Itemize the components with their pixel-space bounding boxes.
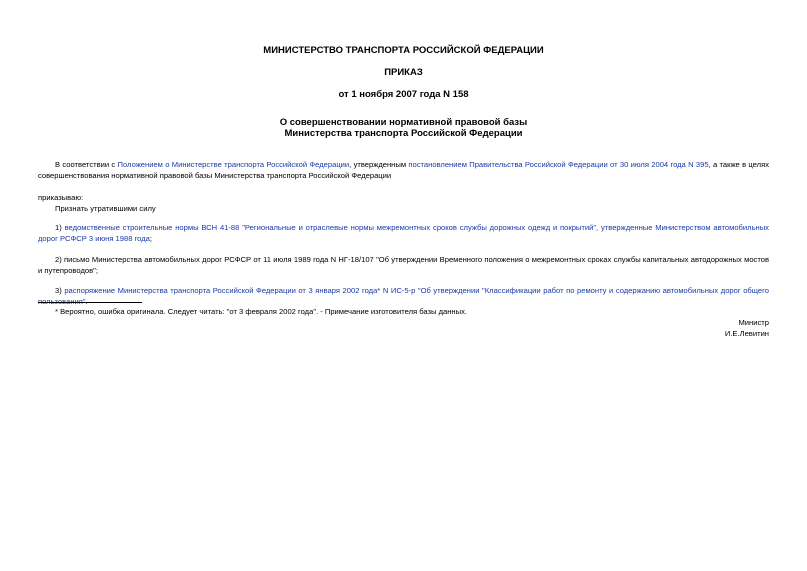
order-word: приказываю: <box>38 193 84 202</box>
government-decree-link[interactable]: постановлением Правительства Российской Федерации от 30 июля 2004 года N 395 <box>408 160 709 169</box>
item-1 <box>38 222 769 244</box>
item-1-number: 1) <box>55 223 65 232</box>
document-title-line1: О совершенствовании нормативной правовой базы <box>279 117 528 128</box>
regulation-link[interactable]: Положением о Министерстве транспорта Российской Федерации <box>117 160 350 169</box>
intro-text-2: , утвержденным <box>349 160 409 169</box>
item-2: 2) письмо Министерства автомобильных дорог РСФСР от 11 июля 1989 года N НГ-18/107 "Об утверждении Временного положения о межремонтных сроках службы капитальных автодорожных мостов и путепроводов"; <box>38 255 769 275</box>
intro-text-1: В соответствии с <box>55 160 118 169</box>
item-3-link[interactable]: распоряжение Министерства транспорта Российской Федерации от 3 января 2002 года* N ИС-5-р "Об утверждении "Классификации работ по ремонту и содержанию автомобильных дорог общего пользования" <box>38 286 769 306</box>
intro-paragraph <box>38 159 769 181</box>
item-3-end: . <box>85 297 88 306</box>
recognize-invalid: Признать утратившими силу <box>55 204 156 213</box>
footnote-divider <box>38 302 142 303</box>
document-page <box>38 0 769 571</box>
document-date-number: от 1 ноября 2007 года N 158 <box>338 89 469 100</box>
footnote: * Вероятно, ошибка оригинала. Следует читать: "от 3 февраля 2002 года". - Примечание изготовителя базы данных. <box>55 307 467 316</box>
signature-name: И.Е.Левитин <box>724 329 769 338</box>
signature-position: Министр <box>738 318 769 327</box>
document-title-line2: Министерства транспорта Российской Федерации <box>284 128 523 139</box>
item-1-end: ; <box>149 234 153 243</box>
intro-text-3: , а также в целях совершенствования нормативной правовой базы Министерства транспорта Российской Федерации <box>38 160 769 180</box>
item-3-number: 3) <box>55 286 65 295</box>
ministry-heading: МИНИСТЕРСТВО ТРАНСПОРТА РОССИЙСКОЙ ФЕДЕРАЦИИ <box>263 45 544 56</box>
item-1-link[interactable]: ведомственные строительные нормы ВСН 41-88 "Региональные и отраслевые нормы межремонтных сроков службы дорожных одежд и покрытий", утвержденные Министерством автомобильных дорог РСФСР 3 июня 1988 года <box>38 223 769 243</box>
document-type: ПРИКАЗ <box>384 67 423 78</box>
item-3 <box>38 285 769 307</box>
